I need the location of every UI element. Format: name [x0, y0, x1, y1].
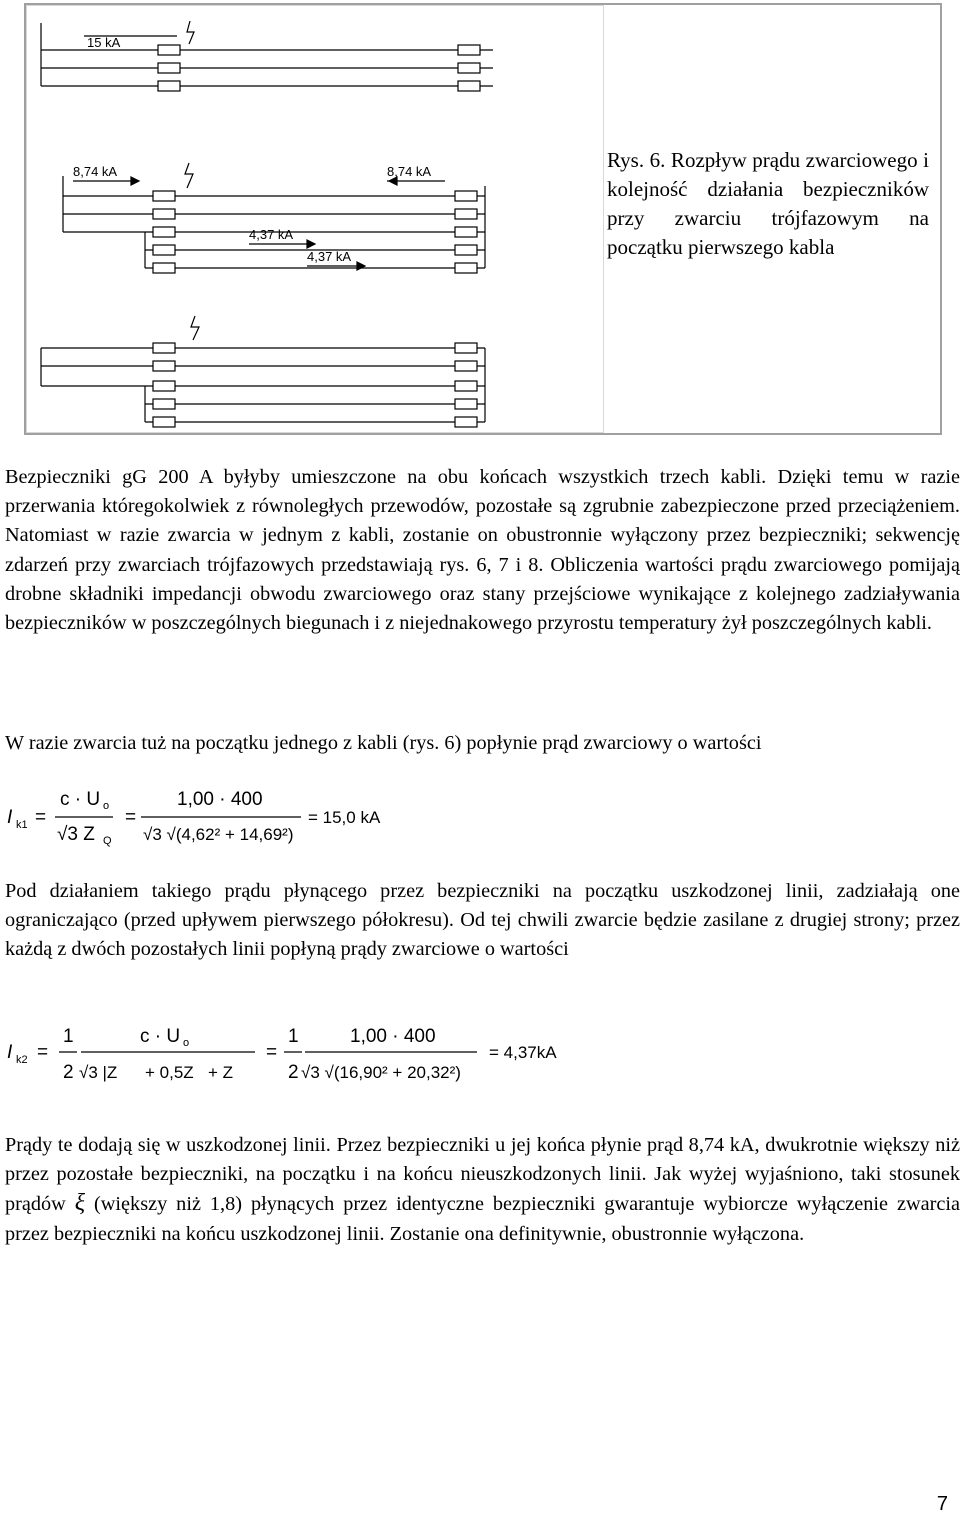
label-right-current: 8,74 kA — [387, 164, 432, 179]
paragraph-1: Bezpieczniki gG 200 A byłyby umieszczone na obu końcach wszystkich trzech kabli. Dzięki temu w razie przerwania któregokolwiek z równoległych przewodów, pozostałe są zgrubnie zabezpieczone przed przeciążeniem. Natomiast w razie zwarcia w jednym z kabli, zostanie on obustronnie wyłączony przez bezpieczniki; sekwencję zdarzeń przy zwarciach trójfazowych przedstawiają rys. 6, 7 i 8. Obliczenia wartości prądu zwarciowego pomijają drobne składniki impedancji obwodu zwarciowego oraz stany przejściowe wynikające z kolejnego zadziaływania bezpieczników w poszczególnych biegunach i z niejednakowego przyrostu temperatury żył poszczególnych kabli. — [5, 466, 960, 635]
svg-text:√3 Z: √3 Z — [57, 824, 95, 845]
svg-text:=: = — [266, 1042, 278, 1063]
svg-text:= 4,37kA: = 4,37kA — [489, 1043, 557, 1062]
cable-group-3 — [41, 316, 485, 427]
svg-text:I: I — [7, 1042, 13, 1063]
circuit-diagram — [26, 5, 604, 433]
paragraph-4 — [5, 1131, 960, 1249]
formula-ik2-svg — [5, 1020, 605, 1100]
svg-text:1,00 · 400: 1,00 · 400 — [177, 789, 263, 810]
svg-text:+ 0,5Z: + 0,5Z — [145, 1063, 194, 1082]
svg-text:√3 √(16,90² + 20,32²): √3 √(16,90² + 20,32²) — [301, 1063, 461, 1082]
paragraph-2: W razie zwarcia tuż na początku jednego z kabli (rys. 6) popłynie prąd zwarciowy o wartości — [5, 732, 762, 754]
svg-text:2: 2 — [288, 1062, 299, 1083]
svg-text:=: = — [125, 807, 137, 828]
label-mid-current-2: 4,37 kA — [307, 249, 352, 264]
circuit-svg — [27, 6, 603, 432]
svg-text:= 15,0 kA: = 15,0 kA — [308, 808, 381, 827]
paragraph-4-part-b: (większy niż 1,8) płynących przez identyczne bezpieczniki gwarantuje wybiorcze wyłączenie zwarcia przez bezpieczniki na końcu uszkodzonej linii. Zostanie ona definitywnie, obustronnie wyłączona. — [5, 1193, 960, 1245]
svg-text:c · U: c · U — [60, 789, 101, 810]
page-number: 7 — [936, 1493, 948, 1515]
svg-text:2: 2 — [63, 1062, 74, 1083]
svg-text:c · U: c · U — [140, 1026, 181, 1047]
svg-text:k2: k2 — [16, 1054, 28, 1066]
svg-text:=: = — [35, 807, 47, 828]
svg-text:=: = — [37, 1042, 49, 1063]
svg-text:1,00 · 400: 1,00 · 400 — [350, 1026, 436, 1047]
figure-caption: Rys. 6. Rozpływ prądu zwarciowego i kolejność działania bezpieczników przy zwarciu trójfazowym na początku pierwszego kabla — [607, 148, 929, 259]
svg-text:√3 |Z: √3 |Z — [79, 1063, 118, 1082]
paragraph-3: Pod działaniem takiego prądu płynącego przez bezpieczniki na początku uszkodzonej linii, zadziałają one ograniczająco (przed upływem pierwszego półokresu). Od tej chwili zwarcie będzie zasilane z drugiej strony; przez każdą z dwóch pozostałych linii popłyną prądy zwarciowe o wartości — [5, 880, 960, 961]
label-left-current: 8,74 kA — [73, 164, 118, 179]
svg-text:+ Z: + Z — [208, 1063, 234, 1082]
formula-ik1 — [5, 785, 425, 855]
svg-text:o: o — [183, 1037, 190, 1049]
svg-text:1: 1 — [288, 1026, 299, 1047]
label-mid-current-1: 4,37 kA — [249, 227, 294, 242]
cable-group-2 — [63, 163, 485, 273]
svg-text:I: I — [7, 807, 13, 828]
formula-ik1-svg — [5, 785, 425, 850]
svg-text:Q: Q — [103, 835, 112, 847]
paragraph-4-part-a: Prądy te dodają się w uszkodzonej linii. Przez bezpieczniki u jej końca płynie prąd 8,74 kA, dwukrotnie większy niż przez pozostałe bezpieczniki, na początku i na końcu nieuszkodzonych linii. Jak wyżej wyjaśniono, taki stosunek prądów — [5, 1134, 960, 1216]
svg-text:k1: k1 — [16, 819, 28, 831]
cable-group-1 — [41, 21, 493, 91]
formula-ik2 — [5, 1020, 605, 1105]
xi-icon: ξ — [74, 1190, 86, 1217]
label-top-current: 15 kA — [87, 35, 121, 50]
svg-text:1: 1 — [63, 1026, 74, 1047]
svg-text:o: o — [103, 800, 110, 812]
svg-text:√3 √(4,62² + 14,69²): √3 √(4,62² + 14,69²) — [143, 825, 294, 844]
